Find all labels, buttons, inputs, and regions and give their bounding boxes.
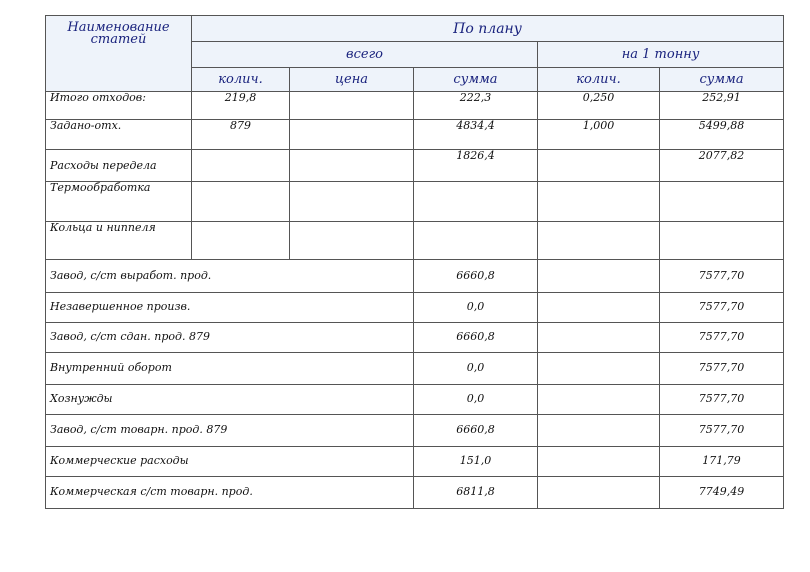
row-label: Расходы передела bbox=[46, 150, 192, 182]
cell-price bbox=[290, 120, 414, 150]
cell-qty-per-ton bbox=[538, 384, 660, 414]
cell-sum: 151,0 bbox=[414, 446, 538, 476]
cell-sum: 1826,4 bbox=[414, 150, 538, 182]
row-label: Термообработка bbox=[46, 182, 192, 222]
cell-sum: 0,0 bbox=[414, 292, 538, 322]
cell-qty-per-ton bbox=[538, 222, 660, 260]
cell-qty-per-ton bbox=[538, 446, 660, 476]
cell-qty-per-ton bbox=[538, 182, 660, 222]
cell-sum-per-ton bbox=[660, 222, 784, 260]
header-col-sum-per-ton: сумма bbox=[660, 68, 784, 92]
row-label: Задано-отх. bbox=[46, 120, 192, 150]
table-row bbox=[46, 150, 784, 182]
cell-sum: 6660,8 bbox=[414, 414, 538, 446]
row-label: Завод, с/ст выработ. прод. bbox=[46, 260, 414, 292]
row-label: Кольца и ниппеля bbox=[46, 222, 192, 260]
table-row bbox=[46, 260, 784, 292]
cell-qty-per-ton bbox=[538, 260, 660, 292]
cost-table-sheet bbox=[45, 15, 783, 509]
cell-sum-per-ton: 7577,70 bbox=[660, 414, 784, 446]
cell-sum-per-ton: 2077,82 bbox=[660, 150, 784, 182]
cell-qty bbox=[192, 222, 290, 260]
table-row bbox=[46, 476, 784, 508]
header-total: всего bbox=[192, 42, 538, 68]
cell-qty-per-ton: 1,000 bbox=[538, 120, 660, 150]
cell-qty bbox=[192, 182, 290, 222]
cell-qty: 879 bbox=[192, 120, 290, 150]
cell-price bbox=[290, 150, 414, 182]
table-row bbox=[46, 384, 784, 414]
header-col-price: цена bbox=[290, 68, 414, 92]
cell-sum: 6660,8 bbox=[414, 260, 538, 292]
cell-price bbox=[290, 92, 414, 120]
cell-sum-per-ton bbox=[660, 182, 784, 222]
cell-price bbox=[290, 222, 414, 260]
row-label: Завод, с/ст сдан. прод. 879 bbox=[46, 322, 414, 352]
table-row bbox=[46, 352, 784, 384]
table-row bbox=[46, 414, 784, 446]
header-col-qty: колич. bbox=[192, 68, 290, 92]
cell-qty-per-ton bbox=[538, 476, 660, 508]
header-per-ton: на 1 тонну bbox=[538, 42, 784, 68]
cell-sum-per-ton: 7577,70 bbox=[660, 292, 784, 322]
cell-sum-per-ton: 7577,70 bbox=[660, 260, 784, 292]
table-row bbox=[46, 120, 784, 150]
table-row bbox=[46, 182, 784, 222]
cell-sum-per-ton: 7577,70 bbox=[660, 352, 784, 384]
row-label: Коммерческие расходы bbox=[46, 446, 414, 476]
cell-price bbox=[290, 182, 414, 222]
row-label: Внутренний оборот bbox=[46, 352, 414, 384]
row-label: Хознужды bbox=[46, 384, 414, 414]
cell-sum-per-ton: 7577,70 bbox=[660, 384, 784, 414]
table-row bbox=[46, 322, 784, 352]
header-col-qty-per-ton: колич. bbox=[538, 68, 660, 92]
cell-sum-per-ton: 7577,70 bbox=[660, 322, 784, 352]
cell-sum-per-ton: 7749,49 bbox=[660, 476, 784, 508]
cell-sum: 0,0 bbox=[414, 384, 538, 414]
table-row bbox=[46, 292, 784, 322]
cell-qty-per-ton bbox=[538, 150, 660, 182]
cell-sum-per-ton: 171,79 bbox=[660, 446, 784, 476]
cell-sum bbox=[414, 182, 538, 222]
header-plan: По плану bbox=[192, 16, 784, 42]
cell-sum: 222,3 bbox=[414, 92, 538, 120]
header-col-sum: сумма bbox=[414, 68, 538, 92]
cell-sum: 4834,4 bbox=[414, 120, 538, 150]
cell-qty-per-ton bbox=[538, 352, 660, 384]
row-label: Коммерческая с/ст товарн. прод. bbox=[46, 476, 414, 508]
row-label: Итого отходов: bbox=[46, 92, 192, 120]
cell-sum: 6660,8 bbox=[414, 322, 538, 352]
cell-qty-per-ton bbox=[538, 414, 660, 446]
table-row bbox=[46, 446, 784, 476]
cell-sum bbox=[414, 222, 538, 260]
cell-sum: 6811,8 bbox=[414, 476, 538, 508]
row-label: Незавершенное произв. bbox=[46, 292, 414, 322]
cell-qty-per-ton bbox=[538, 322, 660, 352]
table-row bbox=[46, 92, 784, 120]
cost-table bbox=[45, 15, 784, 509]
cell-qty-per-ton: 0,250 bbox=[538, 92, 660, 120]
cell-qty-per-ton bbox=[538, 292, 660, 322]
cell-qty bbox=[192, 150, 290, 182]
cell-sum: 0,0 bbox=[414, 352, 538, 384]
cell-sum-per-ton: 5499,88 bbox=[660, 120, 784, 150]
cell-qty: 219,8 bbox=[192, 92, 290, 120]
table-row bbox=[46, 222, 784, 260]
header-name: Наименование статей bbox=[46, 16, 192, 92]
cell-sum-per-ton: 252,91 bbox=[660, 92, 784, 120]
row-label: Завод, с/ст товарн. прод. 879 bbox=[46, 414, 414, 446]
